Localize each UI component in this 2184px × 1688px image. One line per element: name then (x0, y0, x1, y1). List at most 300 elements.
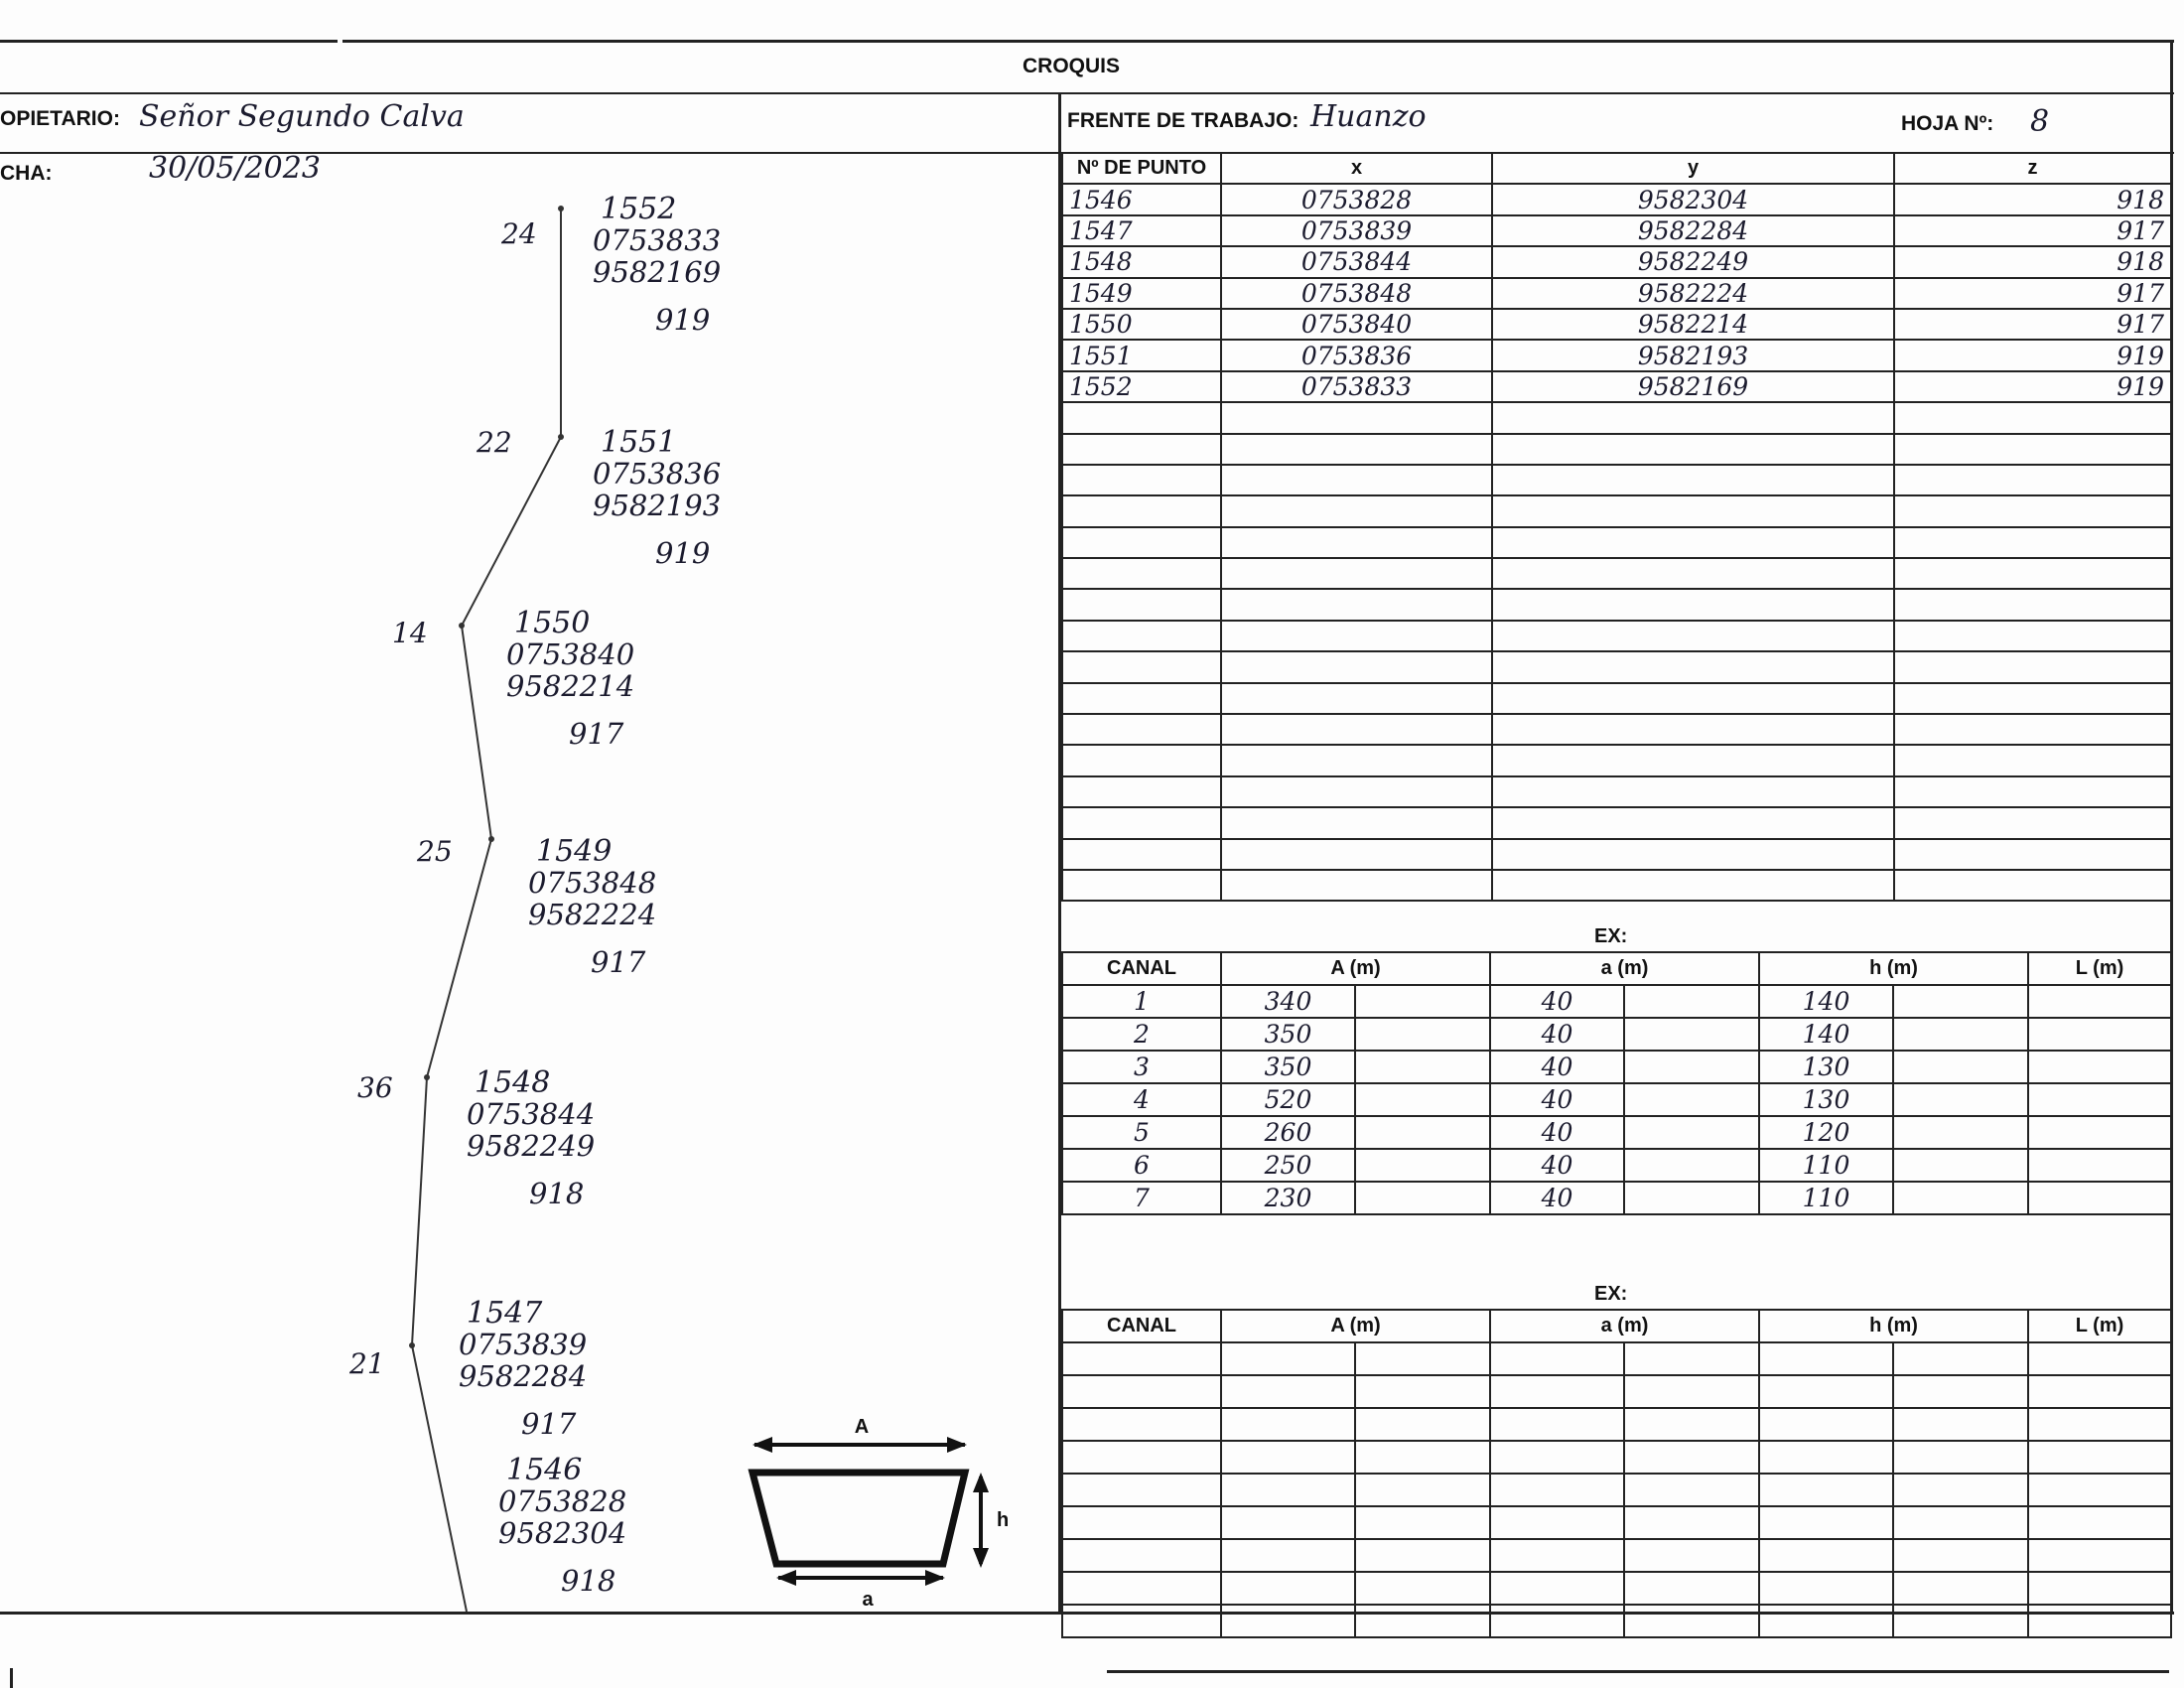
table-row (1062, 465, 2171, 495)
canal-cell (1893, 1051, 2028, 1083)
points-cell (1062, 558, 1221, 589)
points-cell: 918 (1894, 246, 2171, 277)
points-cell: 9582224 (1492, 278, 1894, 309)
points-cell: 9582169 (1492, 371, 1894, 402)
canal-cell (1624, 1605, 1759, 1637)
station-x: 0753833 (593, 223, 722, 257)
station-label: 14 (392, 617, 428, 649)
station-x: 0753836 (593, 457, 722, 491)
points-cell (1894, 839, 2171, 870)
canal-cell (1355, 1572, 1490, 1605)
canal-cell (1893, 1474, 2028, 1506)
station-y: 9582193 (593, 489, 722, 522)
canal-cell: 140 (1759, 985, 1893, 1018)
canal-cell (2028, 1539, 2171, 1572)
points-cell (1062, 714, 1221, 745)
canal-cell (1624, 1051, 1759, 1083)
points-cell: 1550 (1062, 309, 1221, 340)
points-cell (1492, 683, 1894, 714)
canal-cell (1062, 1605, 1221, 1637)
table-row (1062, 1441, 2171, 1474)
table-row (1062, 1375, 2171, 1408)
canal-cell (1490, 1539, 1624, 1572)
station-point-number: 1549 (536, 834, 613, 869)
canal-cell (2028, 1506, 2171, 1539)
trapezoid-shape (752, 1473, 965, 1564)
canal-cell (1355, 1375, 1490, 1408)
table-row (1062, 776, 2171, 807)
points-cell (1894, 589, 2171, 620)
points-cell (1492, 651, 1894, 682)
points-cell (1492, 527, 1894, 558)
table-row (1062, 985, 2171, 1018)
points-cell: 0753840 (1221, 309, 1492, 340)
points-cell (1894, 683, 2171, 714)
points-cell: 1547 (1062, 215, 1221, 246)
diagram-A-label: A (854, 1416, 870, 1438)
canal-cell (1624, 1342, 1759, 1375)
canal-cell (1490, 1605, 1624, 1637)
canal-cell (1624, 1182, 1759, 1214)
table-row (1062, 1342, 2171, 1375)
points-header-cell: y (1492, 153, 1894, 184)
station-z: 918 (529, 1177, 585, 1210)
points-cell (1492, 870, 1894, 901)
points-cell (1221, 839, 1492, 870)
table-row (1062, 215, 2171, 246)
next-page-mark (10, 1668, 13, 1688)
points-cell: 9582214 (1492, 309, 1894, 340)
station-marker (558, 206, 564, 211)
canal-cell (1355, 1506, 1490, 1539)
canal-cell (1062, 1441, 1221, 1474)
points-cell (1894, 651, 2171, 682)
points-cell (1062, 434, 1221, 465)
canal-cell (1624, 985, 1759, 1018)
diagram-h-label: h (997, 1509, 1010, 1531)
canal-cell (1062, 1474, 1221, 1506)
canal-header-row (1062, 1310, 2171, 1342)
canal-cell (1221, 1375, 1355, 1408)
canal-cell (1355, 1149, 1490, 1182)
points-table (1061, 152, 2172, 902)
hoja-value: 8 (2030, 104, 2050, 139)
canal-cell: 130 (1759, 1051, 1893, 1083)
canal-cell (1355, 1408, 1490, 1441)
propietario-value: Señor Segundo Calva (139, 99, 465, 134)
station-z: 919 (655, 536, 711, 570)
points-cell (1062, 495, 1221, 526)
canal-cell (1893, 1539, 2028, 1572)
table-row (1062, 1605, 2171, 1637)
canal-cell: 520 (1221, 1083, 1355, 1116)
points-cell: 1546 (1062, 184, 1221, 214)
canal-cell (1759, 1375, 1893, 1408)
canal-cell (1062, 1408, 1221, 1441)
canal-cell (1490, 1474, 1624, 1506)
points-cell (1062, 807, 1221, 838)
points-cell (1492, 558, 1894, 589)
propietario-label: OPIETARIO: (0, 107, 120, 130)
table-row (1062, 1116, 2171, 1149)
ex-label-1: EX: (1594, 925, 1628, 947)
canal-cell (1490, 1441, 1624, 1474)
frente-label: FRENTE DE TRABAJO: (1067, 109, 1299, 132)
canal-cell (1624, 1441, 1759, 1474)
canal-cell (1355, 1051, 1490, 1083)
canal-cell (1490, 1572, 1624, 1605)
points-cell (1221, 807, 1492, 838)
table-row (1062, 1539, 2171, 1572)
table-row (1062, 870, 2171, 901)
canal-cell: 40 (1490, 1116, 1624, 1149)
canal-cell: 230 (1221, 1182, 1355, 1214)
points-cell (1221, 683, 1492, 714)
canal-header-cell: L (m) (2028, 1310, 2171, 1342)
points-cell (1221, 589, 1492, 620)
canal-table-2 (1061, 1309, 2172, 1638)
canal-cell (1062, 1375, 1221, 1408)
canal-cell: 7 (1062, 1182, 1221, 1214)
canal-cell (1062, 1342, 1221, 1375)
canal-cell (1355, 1342, 1490, 1375)
station-z: 918 (561, 1564, 616, 1598)
canal-cell (1893, 1408, 2028, 1441)
canal-cell (1624, 1572, 1759, 1605)
canal-cell: 120 (1759, 1116, 1893, 1149)
canal-cell (1893, 1018, 2028, 1051)
canal-cell (1759, 1342, 1893, 1375)
points-cell: 9582193 (1492, 340, 1894, 370)
points-cell: 0753833 (1221, 371, 1492, 402)
station-x: 0753839 (459, 1328, 588, 1361)
canal-cell: 40 (1490, 1149, 1624, 1182)
table-row (1062, 184, 2171, 214)
canal-cell (1490, 1408, 1624, 1441)
hoja-label: HOJA Nº: (1901, 112, 1994, 135)
points-cell: 1551 (1062, 340, 1221, 370)
station-point-number: 1547 (467, 1296, 543, 1331)
canal-cell (1062, 1539, 1221, 1572)
points-cell: 917 (1894, 309, 2171, 340)
canal-cell (2028, 1605, 2171, 1637)
canal-cell: 110 (1759, 1149, 1893, 1182)
canal-cell (1624, 1018, 1759, 1051)
canal-table-1 (1061, 951, 2172, 1215)
points-cell (1894, 465, 2171, 495)
canal-cell (1759, 1474, 1893, 1506)
canal-cell (1624, 1408, 1759, 1441)
canal-cell (1490, 1342, 1624, 1375)
station-y: 9582249 (467, 1129, 596, 1163)
points-cell (1894, 870, 2171, 901)
frente-value: Huanzo (1310, 99, 1427, 134)
table-row (1062, 839, 2171, 870)
canal-header-cell: a (m) (1490, 1310, 1759, 1342)
canal-cell (2028, 1083, 2171, 1116)
points-header-cell: z (1894, 153, 2171, 184)
points-cell (1894, 745, 2171, 775)
canal-cell (1759, 1539, 1893, 1572)
canal-cell (1893, 1441, 2028, 1474)
table-row (1062, 807, 2171, 838)
canal-cell (1221, 1506, 1355, 1539)
canal-cell (1355, 1441, 1490, 1474)
table-row (1062, 714, 2171, 745)
canal-cell: 340 (1221, 985, 1355, 1018)
points-cell (1894, 495, 2171, 526)
points-cell: 9582284 (1492, 215, 1894, 246)
points-cell: 0753828 (1221, 184, 1492, 214)
points-cell (1221, 651, 1492, 682)
canal-cell (2028, 1342, 2171, 1375)
canal-cell (1355, 1083, 1490, 1116)
canal-cell (2028, 1474, 2171, 1506)
canal-cell (1355, 1539, 1490, 1572)
station-label: 22 (477, 426, 512, 459)
points-cell: 9582304 (1492, 184, 1894, 214)
fecha-label: CHA: (0, 162, 53, 185)
points-cell (1492, 402, 1894, 433)
station-label: 21 (349, 1347, 385, 1380)
top-rule (0, 40, 338, 43)
points-cell (1492, 776, 1894, 807)
table-row (1062, 1474, 2171, 1506)
points-cell (1062, 651, 1221, 682)
points-cell: 917 (1894, 278, 2171, 309)
points-cell (1894, 434, 2171, 465)
table-row (1062, 1408, 2171, 1441)
points-cell (1221, 714, 1492, 745)
station-label: 24 (501, 217, 537, 250)
header-rule (0, 92, 2174, 94)
table-row (1062, 1182, 2171, 1214)
canal-cell (2028, 985, 2171, 1018)
station-point-number: 1548 (475, 1065, 551, 1100)
points-cell (1492, 807, 1894, 838)
canal-cell (2028, 1182, 2171, 1214)
station-x: 0753848 (528, 866, 657, 900)
canal-cell (1759, 1506, 1893, 1539)
canal-cell (2028, 1018, 2171, 1051)
canal-cell (1221, 1441, 1355, 1474)
table-row (1062, 651, 2171, 682)
points-cell (1894, 776, 2171, 807)
station-point-number: 1551 (601, 425, 677, 460)
canal-cell (1893, 1506, 2028, 1539)
station-marker (459, 623, 465, 629)
station-marker (558, 434, 564, 440)
top-rule-right (342, 40, 2174, 43)
page-title: CROQUIS (1023, 55, 1121, 77)
table-row (1062, 434, 2171, 465)
canal-cell (2028, 1375, 2171, 1408)
canal-cell (1759, 1605, 1893, 1637)
station-marker (409, 1342, 415, 1348)
canal-cell: 40 (1490, 1018, 1624, 1051)
table-row (1062, 371, 2171, 402)
table-row (1062, 1083, 2171, 1116)
table-row (1062, 558, 2171, 589)
canal-header-cell: h (m) (1759, 952, 2028, 985)
canal-cell: 4 (1062, 1083, 1221, 1116)
points-cell: 0753848 (1221, 278, 1492, 309)
canal-cell (1624, 1474, 1759, 1506)
station-x: 0753844 (467, 1097, 596, 1131)
points-header-cell: Nº DE PUNTO (1062, 153, 1221, 184)
points-cell: 9582249 (1492, 246, 1894, 277)
fecha-value: 30/05/2023 (149, 151, 321, 186)
canal-cell: 260 (1221, 1116, 1355, 1149)
points-cell (1062, 776, 1221, 807)
canal-cell (2028, 1051, 2171, 1083)
points-cell: 1548 (1062, 246, 1221, 277)
points-cell (1062, 402, 1221, 433)
station-point-number: 1550 (514, 606, 591, 640)
station-y: 9582169 (593, 255, 722, 289)
table-row (1062, 340, 2171, 370)
points-cell (1492, 714, 1894, 745)
station-y: 9582304 (498, 1516, 627, 1550)
canal-cell (2028, 1116, 2171, 1149)
canal-cell (1062, 1506, 1221, 1539)
sketch (0, 154, 1058, 1612)
points-cell: 0753836 (1221, 340, 1492, 370)
points-cell (1062, 527, 1221, 558)
station-y: 9582214 (506, 669, 635, 703)
canal-cell (1355, 1605, 1490, 1637)
points-cell: 917 (1894, 215, 2171, 246)
station-y: 9582284 (459, 1359, 588, 1393)
table-row (1062, 1018, 2171, 1051)
points-cell: 918 (1894, 184, 2171, 214)
points-cell (1492, 495, 1894, 526)
canal-cell (1624, 1539, 1759, 1572)
points-cell: 1552 (1062, 371, 1221, 402)
canal-cell (2028, 1441, 2171, 1474)
station-label: 36 (357, 1071, 393, 1104)
station-x: 0753840 (506, 637, 635, 671)
station-point-number: 1546 (506, 1453, 583, 1487)
canal-cell (2028, 1149, 2171, 1182)
points-cell (1062, 745, 1221, 775)
points-cell (1894, 558, 2171, 589)
points-cell (1221, 495, 1492, 526)
points-header-row (1062, 153, 2171, 184)
station-z: 917 (591, 945, 646, 979)
table-row (1062, 745, 2171, 775)
points-cell (1062, 870, 1221, 901)
table-row (1062, 495, 2171, 526)
canal-cell (1893, 1605, 2028, 1637)
canal-cell (1893, 1182, 2028, 1214)
canal-cell (1893, 1149, 2028, 1182)
canal-cell (1893, 1116, 2028, 1149)
canal-header-cell: CANAL (1062, 952, 1221, 985)
canal-cell: 40 (1490, 1083, 1624, 1116)
canal-cell (1355, 1116, 1490, 1149)
canal-cell (1221, 1539, 1355, 1572)
canal-cell (1759, 1441, 1893, 1474)
station-z: 917 (521, 1407, 577, 1441)
table-row (1062, 527, 2171, 558)
points-cell (1221, 527, 1492, 558)
canal-header-cell: h (m) (1759, 1310, 2028, 1342)
canal-cell (1355, 1474, 1490, 1506)
points-cell: 0753839 (1221, 215, 1492, 246)
canal-cell (1893, 1342, 2028, 1375)
canal-cell (1624, 1149, 1759, 1182)
canal-cell: 250 (1221, 1149, 1355, 1182)
canal-section-diagram (752, 1416, 1009, 1611)
points-cell (1492, 434, 1894, 465)
canal-cell (1490, 1506, 1624, 1539)
canal-cell (1893, 1375, 2028, 1408)
points-cell (1221, 434, 1492, 465)
table-row (1062, 621, 2171, 651)
points-cell (1492, 839, 1894, 870)
points-cell (1221, 465, 1492, 495)
canal-cell (2028, 1572, 2171, 1605)
station-x: 0753828 (498, 1484, 627, 1518)
points-cell: 919 (1894, 340, 2171, 370)
points-cell (1894, 714, 2171, 745)
points-cell (1492, 589, 1894, 620)
canal-cell (1221, 1342, 1355, 1375)
table-row (1062, 309, 2171, 340)
points-cell: 1549 (1062, 278, 1221, 309)
canal-cell (1221, 1474, 1355, 1506)
points-cell (1062, 839, 1221, 870)
points-header-cell: x (1221, 153, 1492, 184)
canal-header-cell: a (m) (1490, 952, 1759, 985)
points-cell (1062, 621, 1221, 651)
table-row (1062, 1051, 2171, 1083)
canal-cell (1221, 1605, 1355, 1637)
points-cell (1894, 402, 2171, 433)
points-cell (1492, 621, 1894, 651)
points-cell (1894, 621, 2171, 651)
station-marker (488, 836, 494, 842)
canal-cell (1490, 1375, 1624, 1408)
station-label: 25 (417, 835, 453, 868)
table-row (1062, 1506, 2171, 1539)
canal-cell (1355, 1182, 1490, 1214)
canal-header-cell: A (m) (1221, 952, 1490, 985)
canal-cell (1624, 1116, 1759, 1149)
points-cell (1221, 402, 1492, 433)
canal-cell (1624, 1083, 1759, 1116)
canal-cell (1221, 1572, 1355, 1605)
canal-cell: 350 (1221, 1018, 1355, 1051)
canal-cell (1893, 985, 2028, 1018)
canal-header-cell: L (m) (2028, 952, 2171, 985)
canal-cell: 40 (1490, 1051, 1624, 1083)
table-row (1062, 402, 2171, 433)
canal-cell (1624, 1506, 1759, 1539)
points-cell (1492, 465, 1894, 495)
table-row (1062, 1149, 2171, 1182)
canal-cell: 40 (1490, 1182, 1624, 1214)
station-z: 917 (569, 717, 624, 751)
canal-cell (1759, 1572, 1893, 1605)
points-cell (1221, 745, 1492, 775)
points-cell (1062, 589, 1221, 620)
points-cell (1221, 621, 1492, 651)
canal-cell (1893, 1572, 2028, 1605)
table-row (1062, 589, 2171, 620)
station-marker (424, 1074, 430, 1080)
